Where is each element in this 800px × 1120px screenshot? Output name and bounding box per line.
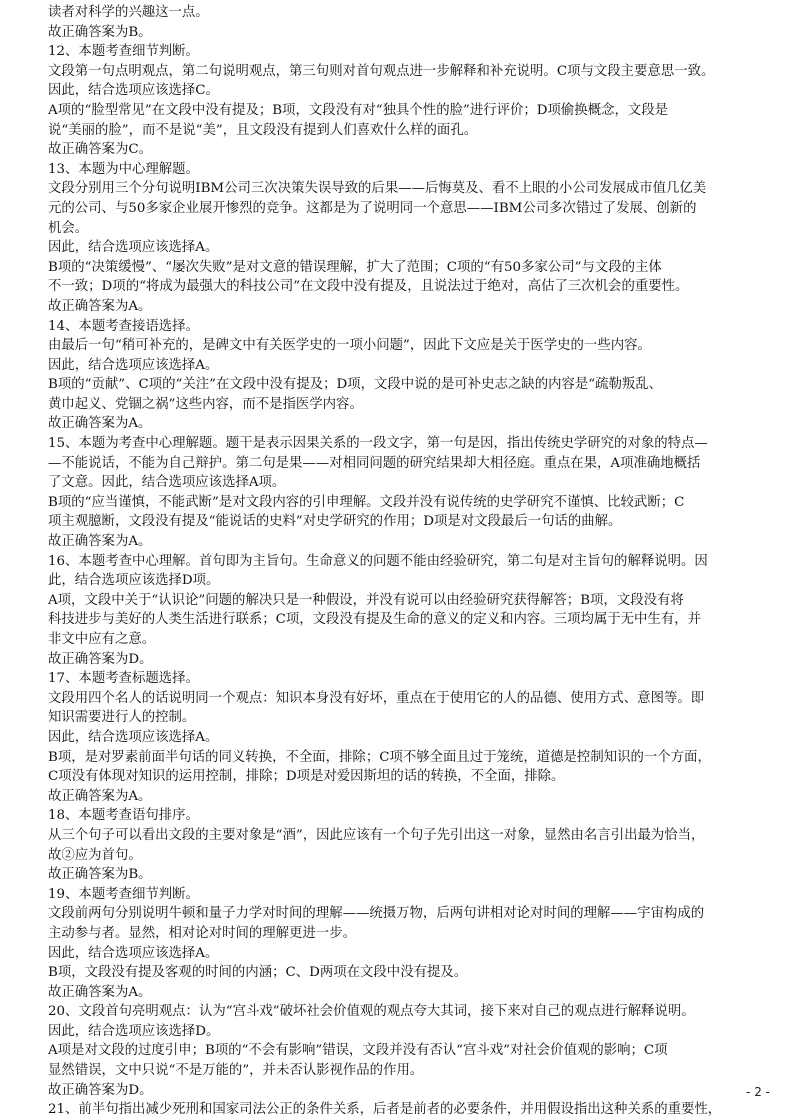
text-line: 科技进步与美好的人类生活进行联系；C项，文段没有提及生命的意义的定义和内容。三项均属于无中生有，并 <box>48 612 701 628</box>
text-line: 故正确答案为A。 <box>48 788 152 804</box>
text-line: 故正确答案为A。 <box>48 298 152 314</box>
text-line: 故②应为首句。 <box>48 847 142 863</box>
text-line: 说“美丽的脸”，而不是说“美”，且文段没有提到人们喜欢什么样的面孔。 <box>48 122 478 138</box>
text-line: B项的“应当谨慎，不能武断”是对文段内容的引申理解。文段并没有说传统的史学研究不谨慎、比较武断；C <box>48 494 685 510</box>
text-line: 黄巾起义、党锢之祸”这些内容，而不是指医学内容。 <box>48 396 363 412</box>
text-line: 故正确答案为A。 <box>48 534 152 550</box>
text-line: 15、本题为考查中心理解题。题干是表示因果关系的一段文字，第一句是因，指出传统史学研究的对象的特点— <box>48 436 708 452</box>
text-line: B项的“贡献”、C项的“关注”在文段中没有提及；D项，文段中说的是可补史志之缺的内容是“疏勒叛乱、 <box>48 377 663 393</box>
text-line: 13、本题为中心理解题。 <box>48 161 199 177</box>
text-line: A项，文段中关于“认识论”问题的解决只是一种假设，并没有说可以由经验研究获得解答；B项，文段没有将 <box>48 592 684 608</box>
text-line: 文段第一句点明观点，第二句说明观点，第三句则对首句观点进一步解释和补充说明。C项与文段主要意思一致。 <box>48 63 715 79</box>
text-line: 显然错误，文中只说“不是万能的”，并未否认影视作品的作用。 <box>48 1063 424 1079</box>
text-line: —不能说话，不能为自己辩护。第二句是果——对相同问题的研究结果却大相径庭。重点在果，A项准确地概括 <box>48 455 701 471</box>
text-line: 故正确答案为A。 <box>48 984 152 1000</box>
text-line: 因此，结合选项应该选择D。 <box>48 1023 220 1039</box>
text-line: 因此，结合选项应该选择A。 <box>48 240 219 256</box>
text-line: B项，是对罗素前面半句话的同义转换，不全面，排除；C项不够全面且过于笼统，道德是控制知识的一个方面， <box>48 749 711 765</box>
text-line: 不一致；D项的“将成为最强大的科技公司”在文段中没有提及，且说法过于绝对，高估了三次机会的重要性。 <box>48 279 689 295</box>
text-line: 18、本题考查语句排序。 <box>48 808 199 824</box>
answer-explanations <box>48 3 770 1120</box>
text-line: 知识需要进行人的控制。 <box>48 710 196 726</box>
text-line: B项，文段没有提及客观的时间的内涵；C、D两项在文段中没有提及。 <box>48 965 468 981</box>
text-line: 读者对科学的兴趣这一点。 <box>48 5 209 20</box>
text-line: 故正确答案为D。 <box>48 1082 153 1098</box>
text-line: B项的“决策缓慢”、“屡次失败”是对文意的错误理解，扩大了范围；C项的“有50多家公司”与文段的主体 <box>48 259 662 275</box>
text-line: 因此，结合选项应该选择A。 <box>48 945 219 961</box>
text-line: 19、本题考查细节判断。 <box>48 886 199 902</box>
text-line: A项是对文段的过度引申；B项的“不会有影响”错误，文段并没有否认“宫斗戏”对社会价值观的影响；C项 <box>48 1043 668 1059</box>
text-line: 从三个句子可以看出文段的主要对象是“酒”，因此应该有一个句子先引出这一对象，显然由名言引出最为恰当， <box>48 827 705 843</box>
page-number: - 2 - <box>746 1085 770 1100</box>
text-line: 元的公司、与50多家企业展开惨烈的竞争。这都是为了说明同一个意思——IBM公司多次错过了发展、创新的 <box>48 200 697 216</box>
text-line: 此，结合选项应该选择D项。 <box>48 573 220 589</box>
text-line: 文段前两句分别说明牛顿和量子力学对时间的理解——统摄万物，后两句讲相对论对时间的理解——宇宙构成的 <box>48 906 705 922</box>
text-line: 因此，结合选项应该选择A。 <box>48 357 219 373</box>
text-line: 项主观臆断，文段没有提及“能说话的史料”对史学研究的作用；D项是对文段最后一句话的曲解。 <box>48 514 622 530</box>
text-line: 了文意。因此，结合选项应该选择A项。 <box>48 475 286 491</box>
text-line: 主动参与者。显然，相对论对时间的理解更进一步。 <box>48 925 356 941</box>
text-line: 故正确答案为A。 <box>48 416 152 432</box>
text-line: 16、本题考查中心理解。首句即为主旨句。生命意义的问题不能由经验研究，第二句是对主旨句的解释说明。因 <box>48 553 708 569</box>
text-line: 因此，结合选项应该选择C。 <box>48 83 219 99</box>
text-line: C项没有体现对知识的运用控制，排除；D项是对爱因斯坦的话的转换，不全面，排除。 <box>48 769 565 785</box>
text-line: 文段分别用三个分句说明IBM公司三次决策失误导致的后果——后悔莫及、看不上眼的小公司发展成市值几亿美 <box>48 181 707 197</box>
text-line: 非文中应有之意。 <box>48 632 156 647</box>
text-line: 故正确答案为D。 <box>48 651 153 667</box>
text-line: 故正确答案为B。 <box>48 24 152 40</box>
text-line: 因此，结合选项应该选择A。 <box>48 729 219 745</box>
text-line: 机会。 <box>48 220 89 236</box>
text-line: 17、本题考查标题选择。 <box>48 671 199 687</box>
text-line: 12、本题考查细节判断。 <box>48 44 199 60</box>
text-line: 21、前半句指出减少死刑和国家司法公正的条件关系，后者是前者的必要条件，并用假设指出这种关系的重要性， <box>48 1102 722 1118</box>
text-line: 文段用四个名人的话说明同一个观点：知识本身没有好坏，重点在于使用它的人的品德、使用方式、意图等。即 <box>48 690 705 706</box>
text-line: 由最后一句“稍可补充的，是碑文中有关医学史的一项小问题”，因此下文应是关于医学史的一些内容。 <box>48 338 651 354</box>
text-line: 20、文段首句亮明观点：认为“宫斗戏”破坏社会价值观的观点夸大其词，接下来对自己的观点进行解释说明。 <box>48 1004 695 1020</box>
text-line: 14、本题考查接语选择。 <box>48 318 199 334</box>
text-line: 故正确答案为C。 <box>48 142 152 158</box>
text-line: 故正确答案为B。 <box>48 867 152 883</box>
text-line: A项的“脸型常见”在文段中没有提及；B项，文段没有对“独具个性的脸”进行评价；D项偷换概念，文段是 <box>48 102 669 118</box>
